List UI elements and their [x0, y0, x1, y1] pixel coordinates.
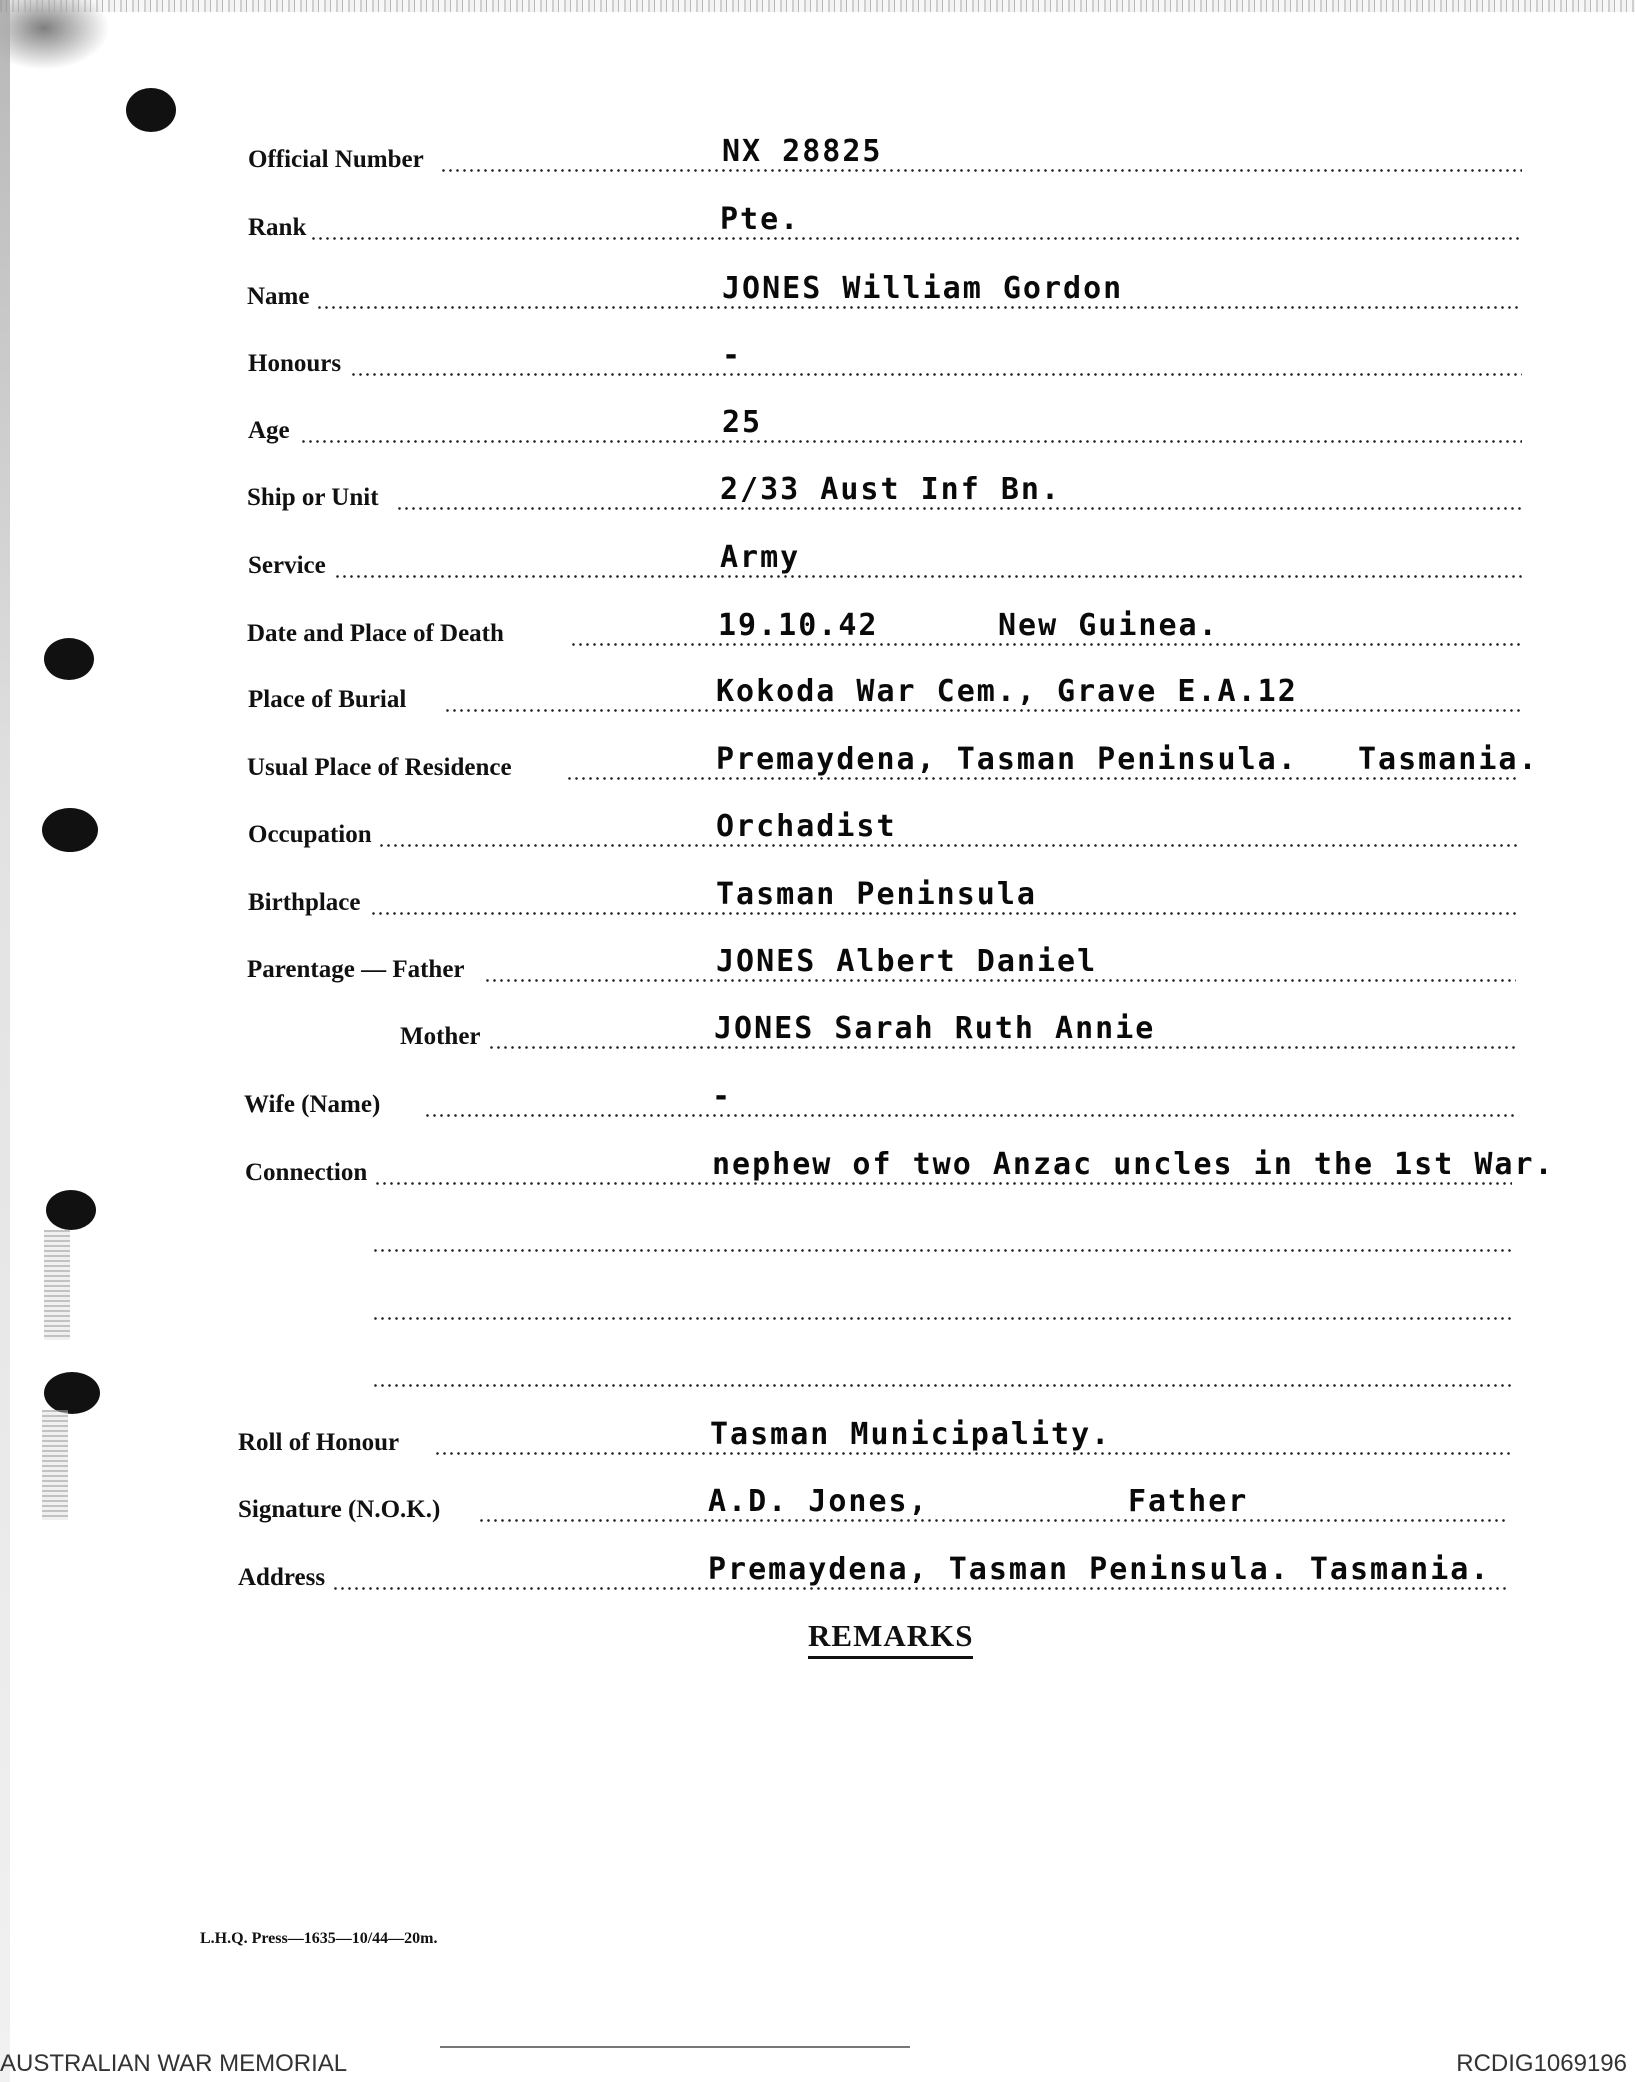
blank-line [0, 1350, 1635, 1390]
field-occupation [0, 810, 1635, 850]
dotted-line [478, 1519, 1508, 1522]
scan-edge-top [0, 0, 1635, 12]
field-value: 19.10.42 [718, 608, 879, 643]
field-label: Rank [248, 213, 309, 243]
dotted-line [570, 643, 1520, 646]
dotted-line [378, 844, 1520, 847]
field-value: 2/33 Aust Inf Bn. [720, 472, 1062, 507]
field-label: Official Number [248, 145, 427, 175]
field-value: nephew of two Anzac uncles in the 1st War. [712, 1147, 1555, 1182]
field-value: - [722, 338, 743, 373]
field-value: Tasman Peninsula [716, 877, 1037, 912]
dotted-line [444, 709, 1520, 712]
field-wife-name [0, 1080, 1635, 1120]
dotted-line [372, 1317, 1512, 1320]
field-value: JONES Sarah Ruth Annie [714, 1011, 1156, 1046]
dotted-line [310, 237, 1522, 240]
field-value: Premaydena, Tasman Peninsula. [716, 742, 1298, 777]
dotted-line [484, 979, 1516, 982]
field-value: A.D. Jones, [708, 1484, 929, 1519]
field-honours [0, 339, 1635, 379]
dotted-line [434, 1452, 1510, 1455]
dotted-line [440, 169, 1522, 172]
field-label: Honours [248, 349, 344, 379]
field-service [0, 541, 1635, 581]
scan-smudge [0, 0, 110, 70]
field-value: - [712, 1079, 733, 1114]
field-value: Pte. [720, 202, 801, 237]
field-value-secondary: New Guinea. [998, 608, 1219, 643]
field-label: Service [248, 551, 329, 581]
field-usual-place-of-residence [0, 743, 1635, 783]
field-value: Army [720, 540, 801, 575]
field-label: Place of Burial [248, 685, 409, 715]
field-ship-or-unit [0, 473, 1635, 513]
field-name [0, 272, 1635, 312]
field-place-of-burial [0, 675, 1635, 715]
field-official-number [0, 135, 1635, 175]
field-parentage-father [0, 945, 1635, 985]
dotted-line [300, 440, 1522, 443]
field-value-secondary: Tasmania. [1358, 742, 1539, 777]
field-value: JONES Albert Daniel [716, 944, 1098, 979]
field-label: Birthplace [248, 888, 364, 918]
field-label: Mother [400, 1022, 484, 1052]
dotted-line [374, 1182, 1512, 1185]
field-label: Wife (Name) [244, 1090, 383, 1120]
dotted-line [396, 507, 1522, 510]
blank-line [0, 1283, 1635, 1323]
field-label: Parentage — Father [247, 955, 468, 985]
press-mark: L.H.Q. Press—1635—10/44—20m. [200, 1930, 438, 1947]
field-label: Roll of Honour [238, 1428, 402, 1458]
field-label: Age [248, 416, 293, 446]
field-value: Premaydena, Tasman Peninsula. Tasmania. [708, 1552, 1491, 1587]
field-label: Signature (N.O.K.) [238, 1495, 443, 1525]
field-age [0, 406, 1635, 446]
field-value: Tasman Municipality. [710, 1417, 1112, 1452]
field-label: Usual Place of Residence [247, 753, 515, 783]
field-value: 25 [722, 405, 763, 440]
field-label: Date and Place of Death [247, 619, 507, 649]
dotted-line [372, 1384, 1512, 1387]
dotted-line [332, 1587, 1508, 1590]
field-value: NX 28825 [722, 134, 883, 169]
field-rank [0, 203, 1635, 243]
field-label: Connection [245, 1158, 370, 1188]
dotted-line [424, 1114, 1514, 1117]
field-parentage-mother [0, 1012, 1635, 1052]
field-value-secondary: Father [1128, 1484, 1249, 1519]
field-value: JONES William Gordon [722, 271, 1124, 306]
field-label: Ship or Unit [247, 483, 382, 513]
field-value: Orchadist [716, 809, 897, 844]
field-signature-nok [0, 1485, 1635, 1525]
field-date-place-of-death [0, 609, 1635, 649]
remarks-heading: REMARKS [808, 1618, 973, 1659]
field-value: Kokoda War Cem., Grave E.A.12 [716, 674, 1298, 709]
field-address [0, 1553, 1635, 1593]
footer-source: AUSTRALIAN WAR MEMORIAL [0, 2050, 348, 2077]
punch-hole [126, 88, 176, 132]
dotted-line [370, 912, 1518, 915]
blank-line [0, 1215, 1635, 1255]
dotted-line [350, 373, 1522, 376]
field-roll-of-honour [0, 1418, 1635, 1458]
field-label: Name [247, 282, 312, 312]
field-label: Occupation [248, 820, 375, 850]
footer-divider [440, 2046, 910, 2048]
dotted-line [334, 575, 1522, 578]
dotted-line [566, 777, 1520, 780]
dotted-line [316, 306, 1522, 309]
field-connection [0, 1148, 1635, 1188]
field-label: Address [238, 1563, 328, 1593]
field-birthplace [0, 878, 1635, 918]
dotted-line [488, 1046, 1516, 1049]
footer-record-id: RCDIG1069196 [1456, 2050, 1627, 2077]
dotted-line [372, 1249, 1512, 1252]
